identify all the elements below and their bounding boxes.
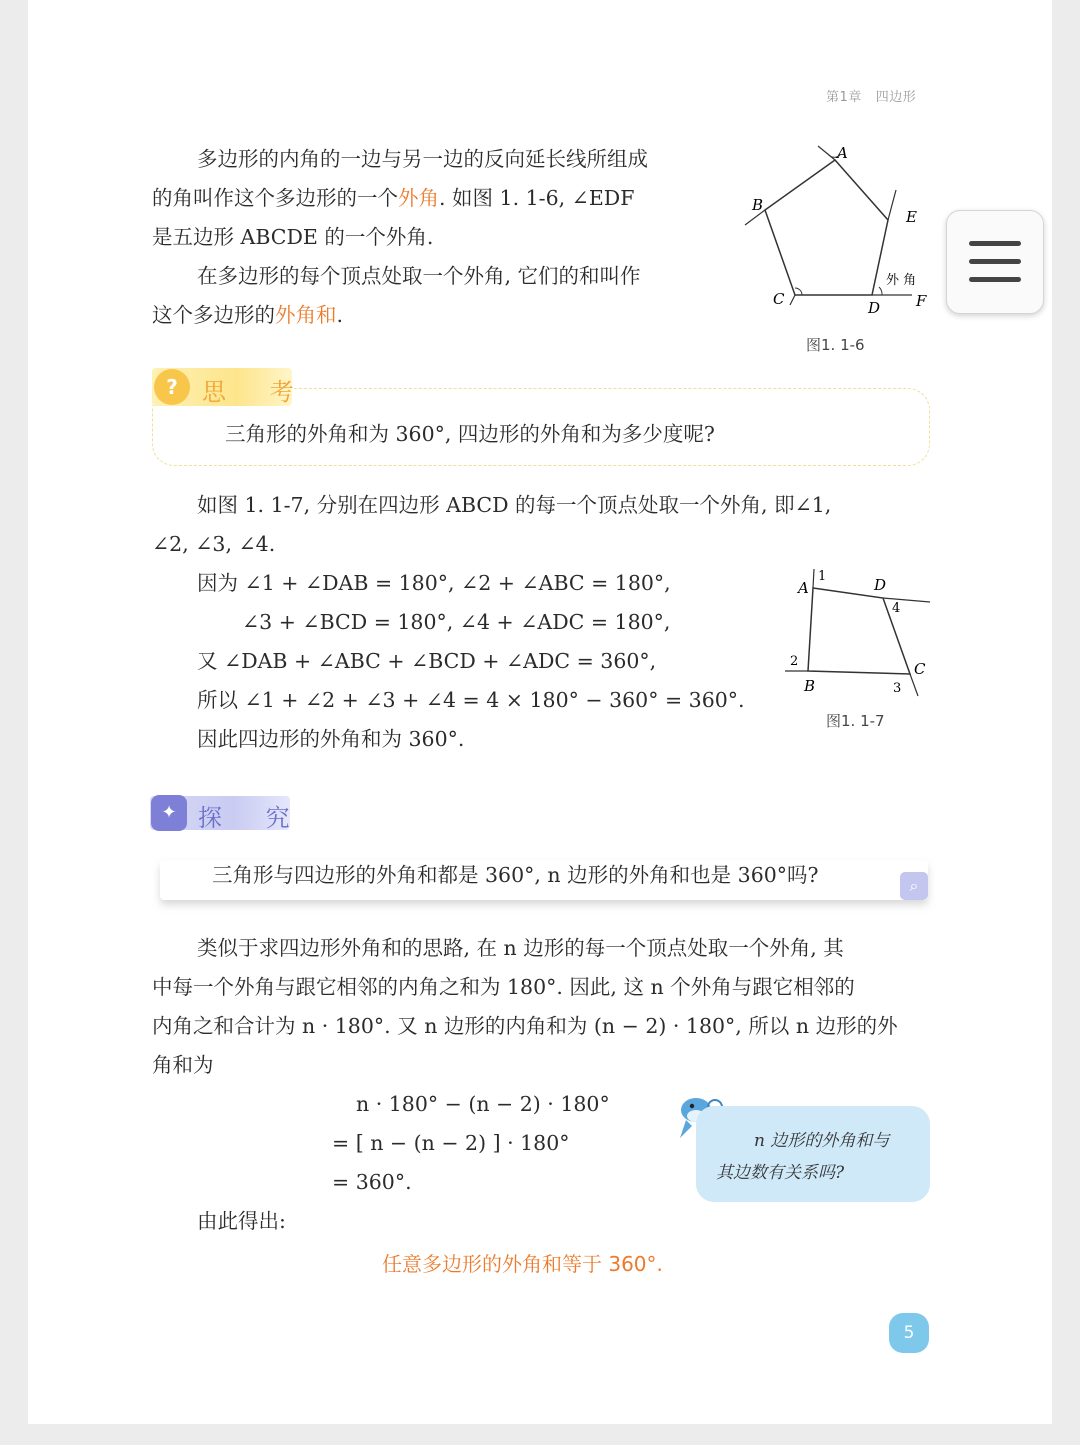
menu-icon bbox=[969, 277, 1021, 282]
menu-button[interactable] bbox=[946, 210, 1044, 314]
think-question: 三角形的外角和为 360°, 四边形的外角和为多少度呢? bbox=[225, 422, 715, 446]
figure-caption-1-1-6: 图1. 1-6 bbox=[806, 336, 865, 354]
angle-label-1: 1 bbox=[818, 569, 827, 584]
vertex-label-b: B bbox=[752, 196, 764, 214]
magnifier-icon: ⌕ bbox=[900, 872, 928, 900]
hint-bubble bbox=[696, 1106, 930, 1202]
running-header bbox=[826, 86, 916, 105]
chapter-title: 四边形 bbox=[875, 90, 917, 105]
pentagon-figure bbox=[740, 140, 940, 320]
vertex-label-a: A bbox=[798, 579, 809, 597]
formula-line-2: = [ n − (n − 2) ] · 180° bbox=[332, 1131, 570, 1155]
body1-line-5: 又 ∠DAB + ∠ABC + ∠BCD + ∠ADC = 360°, bbox=[197, 649, 657, 673]
intro-line-2 bbox=[152, 186, 634, 210]
explore-question: 三角形与四边形的外角和都是 360°, n 边形的外角和也是 360°吗? bbox=[212, 863, 819, 887]
body1-line-2: ∠2, ∠3, ∠4. bbox=[152, 532, 276, 556]
page-number: 5 bbox=[889, 1313, 929, 1353]
angle-arc bbox=[795, 288, 802, 295]
extension-line bbox=[888, 190, 896, 220]
chapter-label: 第1章 bbox=[826, 90, 862, 105]
body2-line-3: 内角之和合计为 n · 180°. 又 n 边形的内角和为 (n − 2) · 180°, 所以 n 边形的外 bbox=[152, 1014, 898, 1038]
formula-line-1: n · 180° − (n − 2) · 180° bbox=[356, 1092, 610, 1116]
vertex-label-d: D bbox=[874, 576, 887, 594]
body1-line-6: 所以 ∠1 + ∠2 + ∠3 + ∠4 = 4 × 180° − 360° = 360°. bbox=[197, 688, 745, 712]
body1-line-4: ∠3 + ∠BCD = 180°, ∠4 + ∠ADC = 180°, bbox=[242, 610, 671, 634]
extension-line bbox=[818, 146, 835, 160]
hint-line-2: 其边数有关系吗? bbox=[716, 1163, 845, 1183]
vertex-label-c: C bbox=[914, 660, 926, 678]
intro-line-4: 在多边形的每个顶点处取一个外角, 它们的和叫作 bbox=[197, 264, 641, 288]
body1-line-1: 如图 1. 1-7, 分别在四边形 ABCD 的每一个顶点处取一个外角, 即∠1, bbox=[197, 493, 832, 517]
body2-line-1: 类似于求四边形外角和的思路, 在 n 边形的每一个顶点处取一个外角, 其 bbox=[197, 936, 844, 960]
vertex-label-e: E bbox=[906, 208, 917, 226]
intro-line-5 bbox=[152, 303, 343, 327]
menu-icon bbox=[969, 241, 1021, 246]
conclusion-statement: 任意多边形的外角和等于 360°. bbox=[382, 1252, 663, 1276]
angle-label-4: 4 bbox=[892, 601, 901, 616]
intro-line-3: 是五边形 ABCDE 的一个外角. bbox=[152, 225, 434, 249]
extension-line bbox=[790, 295, 795, 305]
extension-line bbox=[813, 569, 814, 588]
angle-label-3: 3 bbox=[893, 681, 902, 696]
vertex-label-c: C bbox=[773, 290, 785, 308]
telescope-icon: ✦ bbox=[151, 795, 187, 831]
intro-text: 这个多边形的 bbox=[152, 303, 275, 327]
vertex-label-a: A bbox=[837, 144, 848, 162]
derive-text: 由此得出: bbox=[197, 1209, 286, 1233]
hint-line-1: n 边形的外角和与 bbox=[754, 1131, 890, 1151]
intro-line-1: 多边形的内角的一边与另一边的反向延长线所组成 bbox=[197, 147, 648, 171]
body1-line-7: 因此四边形的外角和为 360°. bbox=[197, 727, 465, 751]
intro-text: . 如图 1. 1-6, ∠EDF bbox=[439, 186, 635, 210]
exterior-angle-label: 外 角 bbox=[886, 273, 917, 288]
vertex-label-f: F bbox=[916, 292, 927, 310]
intro-text: 的角叫作这个多边形的一个 bbox=[152, 186, 398, 210]
quadrilateral-figure bbox=[780, 565, 940, 700]
formula-line-3: = 360°. bbox=[332, 1170, 412, 1194]
figure-caption-1-1-7: 图1. 1-7 bbox=[826, 712, 885, 730]
think-title: 思 考 bbox=[202, 378, 312, 406]
pentagon-shape bbox=[765, 160, 888, 295]
angle-label-2: 2 bbox=[790, 654, 799, 669]
vertex-label-b: B bbox=[804, 677, 816, 695]
lightbulb-icon: ? bbox=[154, 369, 190, 405]
explore-title: 探 究 bbox=[198, 804, 308, 832]
body2-line-4: 角和为 bbox=[152, 1053, 214, 1077]
menu-icon bbox=[969, 259, 1021, 264]
body1-line-3: 因为 ∠1 + ∠DAB = 180°, ∠2 + ∠ABC = 180°, bbox=[197, 571, 671, 595]
extension-line bbox=[883, 598, 930, 602]
body2-line-2: 中每一个外角与跟它相邻的内角之和为 180°. 因此, 这 n 个外角与跟它相邻的 bbox=[152, 975, 855, 999]
term-exterior-angle-sum: 外角和 bbox=[275, 303, 337, 327]
term-exterior-angle: 外角 bbox=[398, 186, 439, 210]
intro-text: . bbox=[336, 303, 344, 327]
vertex-label-d: D bbox=[868, 299, 881, 317]
exterior-angle-arc bbox=[879, 287, 882, 295]
